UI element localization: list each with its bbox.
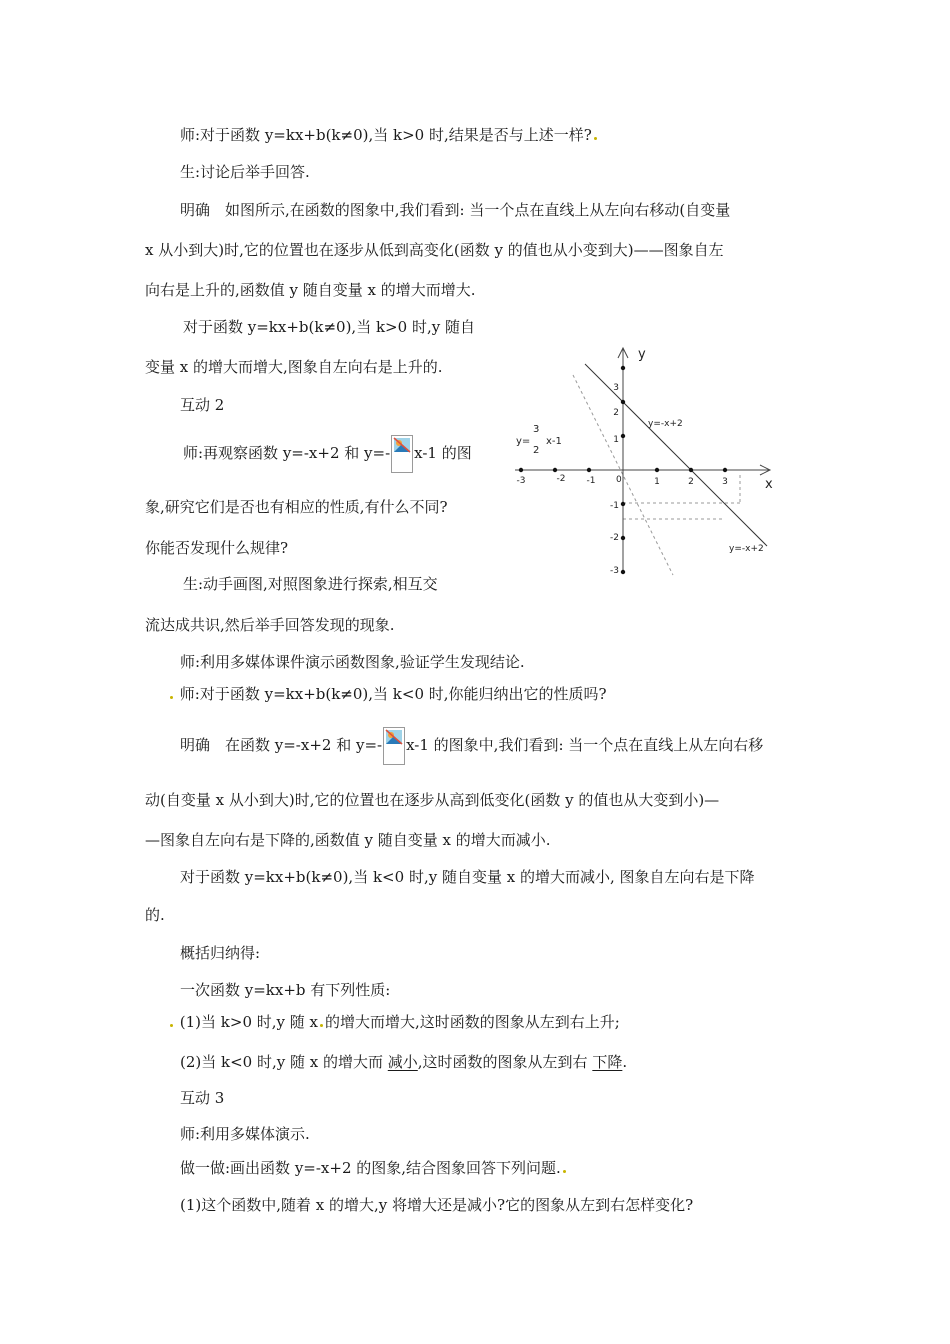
y-tick-label: 2	[613, 408, 619, 418]
x-tick-label: 3	[722, 477, 728, 487]
x-tick-label: 2	[688, 477, 694, 487]
text-line: 师:对于函数 y=kx+b(k≠0),当 k>0 时,结果是否与上述一样?	[180, 125, 599, 145]
equation-prefix: y=	[516, 436, 531, 447]
y-axis-label: y	[638, 347, 646, 362]
equation-denominator: 2	[533, 445, 540, 456]
text-line: 师:对于函数 y=kx+b(k≠0),当 k<0 时,你能归纳出它的性质吗?	[168, 684, 607, 704]
y-tick-label: -3	[610, 566, 619, 576]
property-item: (1)当 k>0 时,y 随 x 的增大而增大,这时函数的图象从左到右上升;	[168, 1012, 620, 1032]
text-line: 动(自变量 x 从小到大)时,它的位置也在逐步从高到低变化(函数 y 的值也从大变到小)—	[145, 791, 720, 809]
section-heading: 互动 2	[180, 396, 225, 414]
text-line: 流达成共识,然后举手回答发现的现象.	[145, 616, 395, 634]
text-line: —图象自左向右是下降的,函数值 y 随自变量 x 的增大而减小.	[145, 831, 551, 849]
text-line: 师:利用多媒体课件演示函数图象,验证学生发现结论.	[180, 653, 525, 671]
text-line: 生:讨论后举手回答.	[180, 163, 310, 181]
text-line: 师:再观察函数 y=-x+2 和 y=- x-1 的图	[183, 434, 472, 473]
x-tick-label: -2	[556, 474, 566, 484]
x-tick-labels	[517, 474, 728, 487]
text-line: 对于函数 y=kx+b(k≠0),当 k>0 时,y 随自	[183, 318, 475, 336]
x-tick-label: 1	[654, 477, 660, 487]
text-line: 生:动手画图,对照图象进行探索,相互交	[183, 575, 438, 593]
x-axis-label: x	[765, 477, 773, 492]
section-heading: 互动 3	[180, 1089, 225, 1107]
text-line: x 从小到大)时,它的位置也在逐步从低到高变化(函数 y 的值也从小变到大)——图象自左	[145, 241, 724, 259]
y-tick-label: 3	[613, 383, 619, 393]
text-line: 师:利用多媒体演示.	[180, 1125, 310, 1143]
text-line: 变量 x 的增大而增大,图象自左向右是上升的.	[145, 358, 443, 376]
equation-numerator: 3	[533, 424, 540, 435]
text-line: (1)这个函数中,随着 x 的增大,y 将增大还是减小?它的图象从左到右怎样变化?	[180, 1196, 694, 1214]
y-tick-label: 1	[613, 435, 619, 445]
broken-image-icon	[383, 727, 405, 765]
answer-blank: 减小	[387, 1053, 418, 1071]
line-label: y=-x+2	[648, 419, 683, 429]
text-line: 向右是上升的,函数值 y 随自变量 x 的增大而增大.	[145, 281, 476, 299]
text-line: 你能否发现什么规律?	[145, 539, 289, 557]
y-tick-label: -1	[610, 501, 619, 511]
x-tick-label: -1	[586, 476, 596, 486]
broken-image-icon	[391, 435, 413, 473]
answer-blank: 下降	[592, 1053, 623, 1071]
equation-suffix: x-1	[546, 436, 562, 447]
x-tick-label: -3	[516, 476, 526, 486]
function-graph	[505, 340, 785, 580]
text-line: 的.	[145, 906, 165, 924]
line-label: y=-x+2	[729, 544, 764, 554]
text-line: 概括归纳得:	[180, 944, 261, 962]
property-item: (2)当 k<0 时,y 随 x 的增大而 减小,这时函数的图象从左到右 下降.	[180, 1053, 628, 1071]
dashed-line-equation	[516, 424, 562, 456]
helper-lines	[573, 375, 740, 575]
text-line: 一次函数 y=kx+b 有下列性质:	[180, 981, 391, 999]
text-line: 明确 在函数 y=-x+2 和 y=- x-1 的图象中,我们看到: 当一个点在直线上从左向右移	[180, 726, 763, 765]
y-tick-label: -2	[610, 533, 619, 543]
text-line: 对于函数 y=kx+b(k≠0),当 k<0 时,y 随自变量 x 的增大而减小, 图象自左向右是下降	[180, 868, 755, 886]
text-line: 象,研究它们是否也有相应的性质,有什么不同?	[145, 498, 448, 516]
text-line: 做一做:画出函数 y=-x+2 的图象,结合图象回答下列问题.	[180, 1158, 568, 1178]
origin-label: 0	[616, 475, 622, 485]
text-line: 明确 如图所示,在函数的图象中,我们看到: 当一个点在直线上从左向右移动(自变量	[180, 201, 731, 219]
